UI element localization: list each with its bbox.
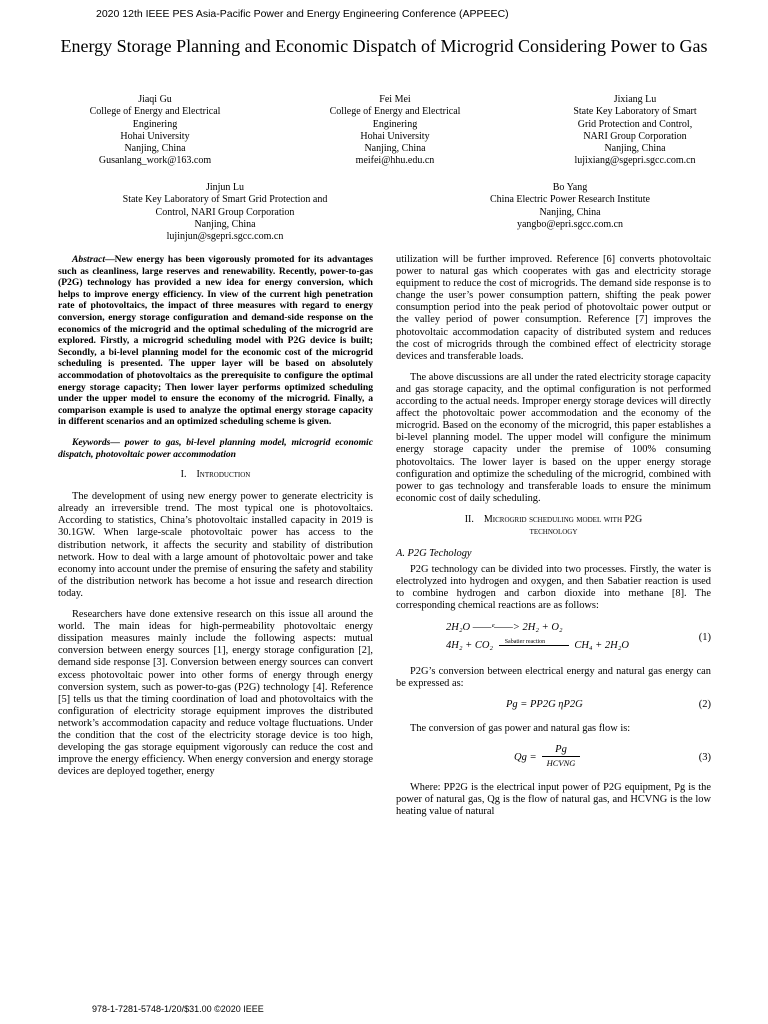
author-block [440,182,700,231]
author-email: meifei@hhu.edu.cn [355,155,435,167]
author-affiliation: College of Energy and Electrical [329,106,461,118]
section-title: Microgrid scheduling model with P2G [483,513,643,525]
equation-number: (1) [698,631,711,643]
body-paragraph: The above discussions are all under the rated electricity storage capacity and gas storage capacity, and the optimal configuration is not performed according to the actual needs. Improper energy storage devices will directly affect the photovoltaic power accommodation and the economy of the microgrid. Based on the economy of the microgrid, this paper establishes a bi-level planning model. The upper model will configure the minimum energy storage capacity under the premise of 100% consuming photovoltaics. The lower layer is based on the upper energy storage configuration and optimize the scheduling of the microgrid, combined with power to gas technology and transferable loads to ensure the minimum economic cost of daily scheduling. [396,371,711,504]
author-affiliation: Nanjing, China [604,143,666,155]
fraction-numerator: Pg [542,744,580,757]
author-affiliation: College of Energy and Electrical [89,106,221,118]
author-affiliation: Hohai University [120,130,190,142]
conference-header: 2020 12th IEEE PES Asia-Pacific Power and Energy Engineering Conference (APPEEC) [96,8,509,20]
abstract-label: Abstract [72,254,106,265]
author-block [540,94,730,168]
fraction [542,744,580,769]
author-email: lujinjun@sgepri.sgcc.com.cn [166,231,284,243]
author-affiliation: Enginering [132,118,178,130]
author-name: Jinjun Lu [205,182,245,193]
body-paragraph: P2G technology can be divided into two processes. Firstly, the water is electrolyzed into hydrogen and oxygen, and then Sabatier reaction is used to combine hydrogen and carbon dioxide into methane [8]. The corresponding chemical reactions are as follows: [396,564,711,612]
author-email: yangbo@epri.sgcc.com.cn [516,218,624,230]
author-affiliation: Control, NARI Group Corporation [155,206,295,218]
section-number: II. [464,513,474,525]
subsection-heading: A. P2G Techology [396,548,472,560]
author-affiliation: China Electric Power Research Institute [490,194,650,206]
author-name: Jiaqi Gu [138,94,172,105]
author-block [60,94,250,168]
right-column [396,254,711,827]
equation-line: Pg = PP2G ηP2G [506,698,583,710]
author-affiliation: Enginering [372,118,418,130]
abstract [58,254,373,428]
equation-line: 2H₂O ——ᵉ——> 2H₂ + O₂ [446,621,563,633]
keywords [58,437,373,460]
body-paragraph: utilization will be further improved. Reference [6] converts photovoltaic power to natural gas which cooperates with gas and electricity storage equipment to reduce the cost of microgrids. The demand side response is to change the user’s power consumption pattern, shifting the peak power consumption period into the peak period of photovoltaic power output or the valley period of power consumption. Reference [7] improves the photovoltaic accommodation capacity of distributed system and reduces the cost of microgrids through the combined effect of electricity storage devices and transferable loads. [396,254,711,362]
author-affiliation: Nanjing, China [539,206,601,218]
equation-line [446,640,629,652]
equation-3 [396,744,711,774]
author-email: Gusanlang_work@163.com [98,155,212,167]
equation-number: (3) [698,751,711,763]
body-paragraph: Where: PP2G is the electrical input power of P2G equipment, Pg is the power of natural gas, Qg is the flow of natural gas, and HCVNG is the low heating value of natural [396,781,711,817]
equation-lhs: Qg = [514,751,537,763]
equation-2 [396,699,711,715]
author-affiliation: Nanjing, China [194,218,256,230]
copyright-footer: 978-1-7281-5748-1/20/$31.00 ©2020 IEEE [92,1004,264,1014]
paper-title: Energy Storage Planning and Economic Dispatch of Microgrid Considering Power to Gas [60,36,708,56]
equation-number: (2) [698,698,711,710]
keywords-text: — power to gas, bi-level planning model, microgrid economic dispatch, photovoltaic power accommodation [58,436,373,460]
author-name: Fei Mei [379,94,411,105]
body-paragraph: The conversion of gas power and natural gas flow is: [410,722,631,734]
author-block [300,94,490,168]
section-title-cont: technology [529,525,578,537]
left-column [58,254,373,787]
author-affiliation: Nanjing, China [124,143,186,155]
keywords-label: Keywords [72,436,111,448]
arrow-label: Sabatier reaction [504,638,546,645]
author-name: Bo Yang [552,182,588,193]
intro-paragraph: Researchers have done extensive research on this issue all around the world. The main ideas for high-permeability photovoltaic energy dissipation measures mainly include the following aspects: mutual conversion between energy sources [1], energy storage configuration [2], demand side response [3]. Conversion between energy sources can convert excess photovoltaic power into other forms of energy through energy conversion system, such as power-to-gas (P2G) technology [4]. Reference [5] tells us that the timing coordination of load and photovoltaics with the configuration of electricity storage equipment improves the distributed network’s accommodation capacity and reduce voltage fluctuations. Under the condition that the cost of the electricity storage device is too high, developing the gas storage equipment vigorously can reduce the cost and improve the energy efficiency. When energy conversion and energy storage devices are deployed together, energy [58,609,373,778]
section-heading-introduction [58,469,373,481]
author-name: Jixiang Lu [613,94,657,105]
author-affiliation: State Key Laboratory of Smart [573,106,697,118]
reaction-arrow [499,638,569,646]
author-email: lujixiang@sgepri.sgcc.com.cn [574,155,696,167]
equation-1 [396,622,711,658]
author-affiliation: State Key Laboratory of Smart Grid Protection and [122,194,328,206]
author-affiliation: Nanjing, China [364,143,426,155]
section-number: I. [180,469,187,481]
equation-term: CH₄ + 2H₂O [574,639,629,651]
section-heading-microgrid [396,514,711,538]
fraction-denominator: HCVNG [546,757,576,768]
author-affiliation: Grid Protection and Control, [577,118,693,130]
intro-paragraph: The development of using new energy power to generate electricity is already an irreversible trend. The most typical one is photovoltaics. According to statistics, China’s photovoltaic installed capacity in 2019 is 30.1GW. When large-scale photovoltaic power has access to the distribution network, it affects the security and stability of distribution network. How to deal with a large amount of photovoltaic power and take economy into account under the premise of ensuring the safety and stability of the distribution network has become a hot issue and research direction today. [58,491,373,599]
body-paragraph: P2G’s conversion between electrical energy and natural gas energy can be expressed as: [396,665,711,689]
author-affiliation: Hohai University [360,130,430,142]
abstract-text: —New energy has been vigorously promoted for its advantages such as cleanliness, large reserves and renewability. Recently, power-to-gas (P2G) technology has provided a new idea for energy conversion, which helps to improve energy efficiency. In view of the current high penetration rate of photovoltaics, the impact of three measures with regard to energy conversion, energy storage configuration and demand-side response on the economics of the microgrid and the optimal scheduling of the microgrid are explored. Firstly, a microgrid scheduling model with P2G device is built; Secondly, a bi-level planning model for the economic cost of the microgrid scheduling is presented. The upper layer will be based on absolutely accommodation of photovoltaics as the prerequisite to configure the optimal energy storage capacity; Then lower layer performs optimized scheduling under the upper model to ensure the economy of the microgrid. Finally, a comparison example is used to analyze the optimal energy storage capacity in different scenarios and an optimized scheduling scheme is given. [58,254,373,428]
author-affiliation: NARI Group Corporation [583,130,687,142]
section-title: Introduction [196,469,251,481]
author-block [80,182,370,243]
equation-term: 4H₂ + CO₂ [446,639,494,651]
